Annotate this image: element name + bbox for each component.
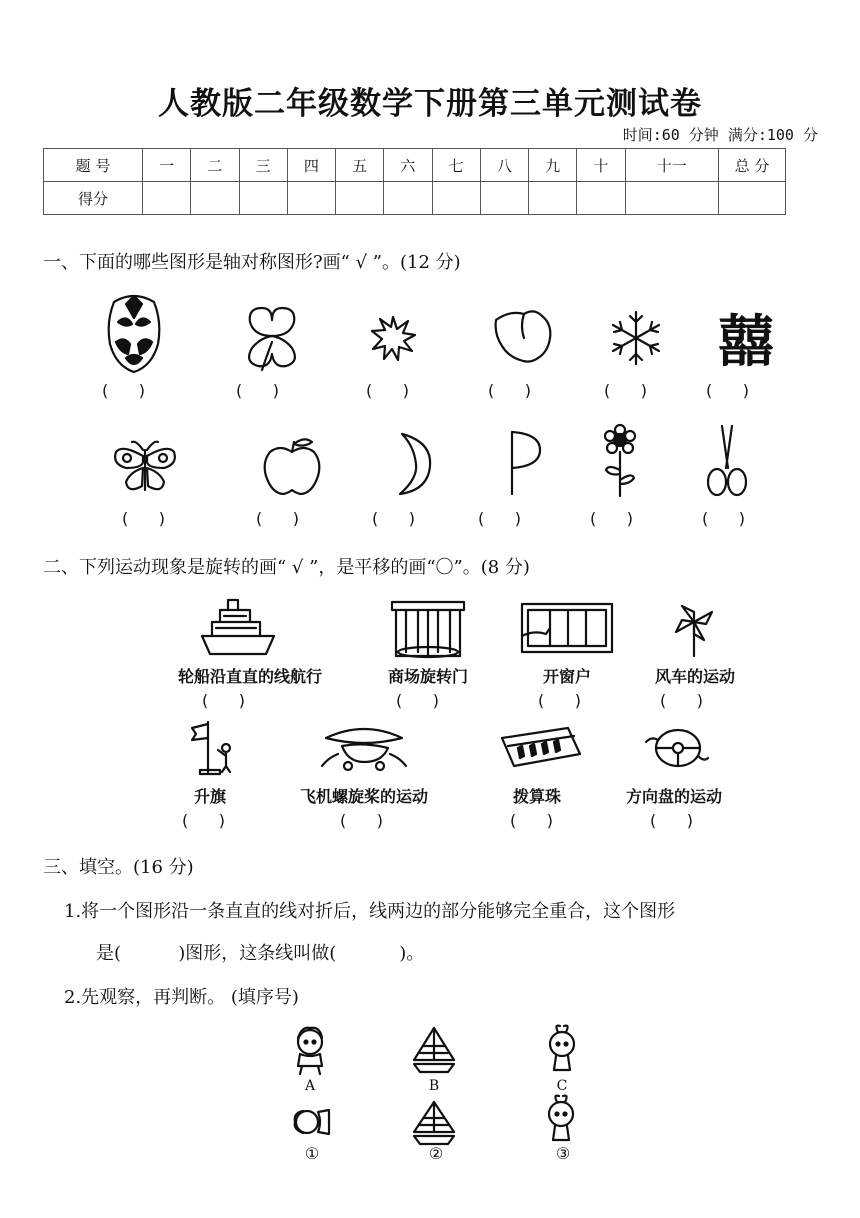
- sailboat-icon: [410, 1100, 458, 1146]
- letter-p-icon: [504, 430, 544, 496]
- score-col: 总 分: [719, 149, 786, 182]
- apple-icon: [260, 436, 324, 498]
- score-table-row-label: 得分: [44, 182, 143, 215]
- motion-caption: 商场旋转门: [387, 667, 468, 686]
- motion-caption: 开窗户: [542, 667, 591, 686]
- motion-caption: 飞机螺旋桨的运动: [299, 787, 428, 806]
- answer-paren[interactable]: ( ): [256, 509, 299, 528]
- score-col: 十: [577, 149, 625, 182]
- score-col: 四: [287, 149, 335, 182]
- figure-label: ②: [428, 1144, 444, 1163]
- motion-caption: 升旗: [193, 787, 226, 806]
- answer-paren[interactable]: ( ): [706, 381, 749, 400]
- opera-mask-icon: [104, 292, 164, 374]
- score-col: 二: [191, 149, 239, 182]
- abacus-icon: [498, 724, 584, 770]
- question-1-line-1: 1.将一个图形沿一条直直的线对折后，线两边的部分能够完全重合，这个图形: [64, 901, 676, 922]
- revolving-door-icon: [390, 600, 466, 658]
- steering-wheel-icon: [644, 722, 710, 774]
- answer-paren[interactable]: ( ): [604, 381, 647, 400]
- section2-heading: 二、下列运动现象是旋转的画“ √ ”，是平移的画“〇”。(8 分): [43, 557, 530, 578]
- figure-label: ①: [304, 1144, 320, 1163]
- answer-paren[interactable]: ( ): [590, 509, 633, 528]
- score-cell[interactable]: [143, 182, 191, 215]
- clover-icon: [236, 302, 308, 372]
- answer-paren[interactable]: ( ): [538, 691, 581, 710]
- page-title: 人教版二年级数学下册第三单元测试卷: [158, 86, 702, 122]
- ship-icon: [198, 598, 280, 658]
- moth-icon: [112, 438, 178, 498]
- section3-heading: 三、填空。(16 分): [43, 857, 194, 878]
- figure-label: B: [428, 1078, 440, 1094]
- sailboat-icon: [410, 1026, 458, 1074]
- scissors-icon: [704, 424, 750, 498]
- flower-icon: [600, 424, 640, 498]
- child-icon: [288, 1100, 338, 1144]
- question-1-line-2: 是( )图形，这条线叫做( )。: [96, 943, 425, 964]
- answer-paren[interactable]: ( ): [650, 811, 693, 830]
- score-table-score-row: [44, 182, 786, 215]
- score-col: 六: [384, 149, 432, 182]
- leaf-icon: [490, 306, 556, 366]
- double-happiness-icon: 囍: [718, 310, 768, 375]
- score-cell[interactable]: [336, 182, 384, 215]
- score-table: [43, 148, 786, 215]
- answer-paren[interactable]: ( ): [366, 381, 409, 400]
- answer-paren[interactable]: ( ): [510, 811, 553, 830]
- figure-label: A: [304, 1078, 316, 1094]
- score-cell[interactable]: [384, 182, 432, 215]
- cartoon-figure-icon: [542, 1096, 580, 1146]
- question-2: 2.先观察，再判断。 (填序号): [64, 987, 299, 1008]
- score-cell[interactable]: [191, 182, 239, 215]
- answer-paren[interactable]: ( ): [396, 691, 439, 710]
- answer-paren[interactable]: ( ): [702, 509, 745, 528]
- flag-raising-icon: [188, 720, 236, 776]
- star-burst-icon: [370, 315, 416, 361]
- answer-paren[interactable]: ( ): [236, 381, 279, 400]
- window-icon: [520, 602, 614, 654]
- score-cell[interactable]: [719, 182, 786, 215]
- answer-paren[interactable]: ( ): [340, 811, 383, 830]
- score-cell[interactable]: [239, 182, 287, 215]
- score-col: 八: [480, 149, 528, 182]
- figure-label: C: [556, 1078, 568, 1094]
- score-col: 一: [143, 149, 191, 182]
- score-cell[interactable]: [432, 182, 480, 215]
- motion-caption: 轮船沿直直的线航行: [177, 667, 322, 686]
- motion-caption: 拨算珠: [512, 787, 561, 806]
- motion-caption: 风车的运动: [654, 667, 735, 686]
- airplane-propeller-icon: [318, 718, 410, 774]
- score-cell[interactable]: [625, 182, 719, 215]
- score-cell[interactable]: [529, 182, 577, 215]
- section1-heading: 一、下面的哪些图形是轴对称图形?画“ √ ”。(12 分): [43, 252, 461, 273]
- snowflake-icon: [608, 310, 664, 366]
- score-cell[interactable]: [577, 182, 625, 215]
- pinwheel-icon: [674, 602, 716, 658]
- score-col: 十一: [625, 149, 719, 182]
- score-cell[interactable]: [287, 182, 335, 215]
- answer-paren[interactable]: ( ): [478, 509, 521, 528]
- score-col: 五: [336, 149, 384, 182]
- answer-paren[interactable]: ( ): [202, 691, 245, 710]
- score-col: 七: [432, 149, 480, 182]
- child-icon: [290, 1024, 330, 1076]
- figure-label: ③: [555, 1144, 571, 1163]
- score-col: 九: [529, 149, 577, 182]
- answer-paren[interactable]: ( ): [122, 509, 165, 528]
- answer-paren[interactable]: ( ): [488, 381, 531, 400]
- motion-caption: 方向盘的运动: [625, 787, 722, 806]
- answer-paren[interactable]: ( ): [660, 691, 703, 710]
- crescent-moon-icon: [392, 432, 432, 496]
- score-col: 三: [239, 149, 287, 182]
- score-table-row-label: 题 号: [44, 149, 143, 182]
- answer-paren[interactable]: ( ): [102, 381, 145, 400]
- cartoon-figure-icon: [544, 1024, 580, 1076]
- score-table-header-row: [44, 149, 786, 182]
- answer-paren[interactable]: ( ): [182, 811, 225, 830]
- answer-paren[interactable]: ( ): [372, 509, 415, 528]
- exam-meta: 时间:60 分钟 满分:100 分: [622, 126, 818, 144]
- score-cell[interactable]: [480, 182, 528, 215]
